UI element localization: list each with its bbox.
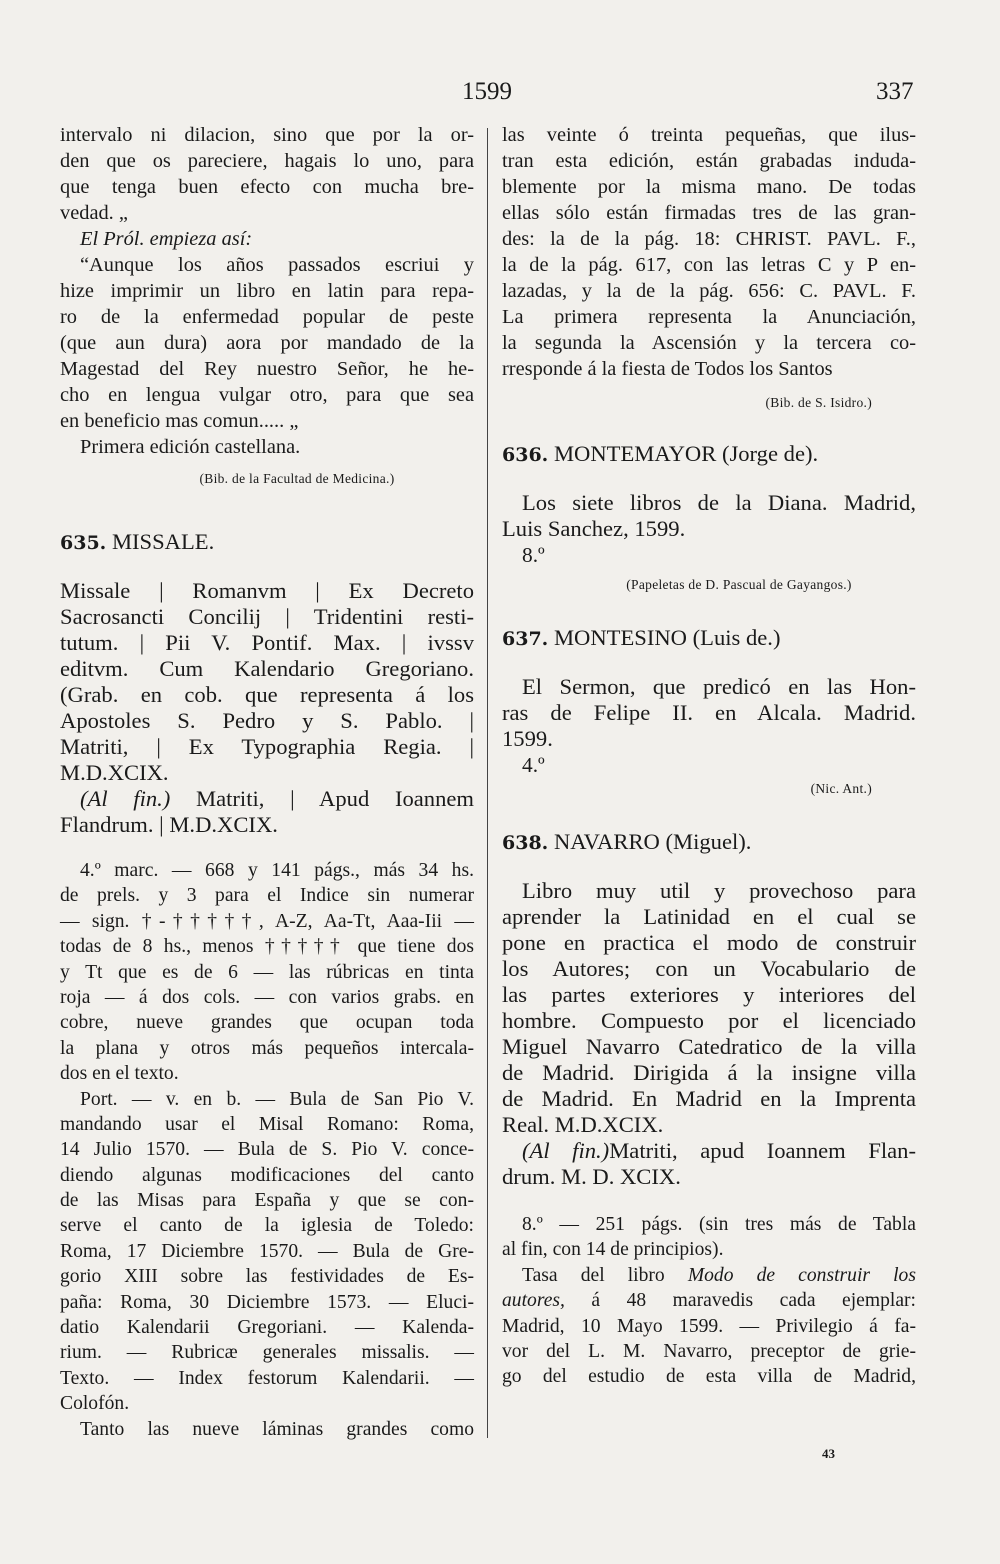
left-column: [60, 122, 474, 1442]
portada-line: gorio XIII sobre las festividades de Es-: [60, 1266, 474, 1288]
text-line: las veinte ó treinta pequeñas, que ilus-: [502, 124, 916, 146]
entry-heading-638: 638. NAVARRO (Miguel).: [502, 829, 752, 854]
portada-line: Port. — v. en b. — Bula de San Pio V.: [80, 1088, 474, 1110]
text-line: rresponde á la fiesta de Todos los Santos: [502, 358, 833, 380]
description-line: 4.º marc. — 668 y 141 págs., más 34 hs.: [80, 860, 474, 881]
title-line: de Madrid. En Madrid en la Imprenta: [502, 1086, 916, 1111]
header-year: 1599: [462, 78, 512, 105]
title-line: editvm. Cum Kalendario Gregoriano.: [60, 656, 474, 681]
text-line: hize imprimir un libro en latin para repa-: [60, 280, 474, 302]
title-line: aprender la Latinidad en el cual se: [502, 904, 916, 929]
portada-line: serve el canto de la iglesia de Toledo:: [60, 1215, 474, 1237]
portada-line: rium. — Rubricæ generales missalis. —: [60, 1342, 474, 1364]
column-divider: [487, 128, 488, 1438]
colophon-line: Flandrum. | M.D.XCIX.: [60, 812, 278, 837]
portada-line: Texto. — Index festorum Kalendarii. —: [60, 1367, 474, 1389]
printer-signature: 43: [822, 1446, 835, 1461]
title-line: Missale | Romanvm | Ex Decreto: [60, 578, 474, 603]
format-line: 8.º: [522, 543, 545, 567]
text-line: des: la de la pág. 18: CHRIST. PAVL. F.,: [502, 228, 916, 250]
colophon-line: drum. M. D. XCIX.: [502, 1164, 681, 1189]
entry-heading-637: 637. MONTESINO (Luis de.): [502, 625, 781, 650]
description-line: al fin, con 14 de principios).: [502, 1239, 724, 1261]
tasa-line: go del estudio de esta villa de Madrid,: [502, 1366, 916, 1388]
title-line: Los siete libros de la Diana. Madrid,: [522, 490, 916, 515]
title-line: Real. M.D.XCIX.: [502, 1112, 664, 1137]
portada-line: Roma, 17 Diciembre 1570. — Bula de Gre-: [60, 1240, 474, 1262]
portada-line: mandando usar el Misal Romano: Roma,: [60, 1113, 474, 1135]
source-citation: (Papeletas de D. Pascual de Gayangos.): [626, 577, 852, 592]
text-line: tran esta edición, están grabadas induda-: [502, 150, 916, 172]
source-citation: (Bib. de la Facultad de Medicina.): [199, 471, 395, 486]
source-citation: (Nic. Ant.): [810, 781, 872, 796]
title-line: ras de Felipe II. en Alcala. Madrid.: [502, 700, 916, 725]
description-line: la plana y otros más pequeños intercala-: [60, 1037, 474, 1059]
title-line: las partes exteriores y interiores del: [502, 982, 916, 1007]
title-line: hombre. Compuesto por el licenciado: [502, 1008, 916, 1033]
running-header: [0, 78, 1000, 108]
title-line: pone en practica el modo de construir: [502, 930, 916, 955]
text-line: blemente por la misma mano. De todas: [502, 176, 916, 198]
text-line: la de la pág. 617, con las letras C y P en-: [502, 254, 916, 276]
portada-line: Colofón.: [60, 1393, 130, 1415]
text-line: den que os pareciere, hagais lo uno, para: [60, 150, 474, 172]
prologue-lead: El Pról. empieza así:: [80, 228, 253, 250]
text-line: ro de la enfermedad popular de peste: [60, 306, 474, 328]
description-line: dos en el texto.: [60, 1063, 179, 1085]
text-line: la segunda la Ascensión y la tercera co-: [502, 332, 916, 354]
text-line: en beneficio mas comun..... „: [60, 410, 299, 432]
description-line: de prels. y 3 para el Indice sin numerar: [60, 885, 474, 907]
colophon-line: (Al fin.)Matriti, apud Ioannem Flan-: [522, 1138, 917, 1163]
page-number: 337: [876, 78, 914, 105]
entry-heading-636: 636. MONTEMAYOR (Jorge de).: [502, 441, 819, 466]
title-line: (Grab. en cob. que representa á los: [60, 682, 474, 707]
title-line: los Autores; con un Vocabulario de: [502, 956, 916, 981]
title-line: Apostoles S. Pedro y S. Pablo. |: [60, 708, 474, 733]
right-column: [502, 122, 916, 1390]
text-line: que tenga buen efecto con mucha bre-: [60, 176, 474, 198]
portada-line: 14 Julio 1570. — Bula de S. Pio V. conce-: [60, 1139, 474, 1161]
tasa-line: autores, á 48 maravedis cada ejemplar:: [502, 1290, 916, 1312]
portada-line: diendo algunas modificaciones del canto: [60, 1164, 474, 1186]
colophon-line: (Al fin.) Matriti, | Apud Ioannem: [80, 786, 474, 811]
title-line: de Madrid. Dirigida á la insigne villa: [502, 1060, 916, 1085]
title-line: Miguel Navarro Catedratico de la villa: [502, 1034, 916, 1059]
title-line: tutum. | Pii V. Pontif. Max. | ivssv: [60, 630, 474, 655]
text-line: La primera representa la Anunciación,: [502, 306, 916, 328]
format-line: 4.º: [522, 753, 545, 777]
title-line: Sacrosancti Concilij | Tridentini resti-: [60, 604, 474, 629]
text-line: intervalo ni dilacion, sino que por la or-: [60, 124, 474, 146]
text-line: “Aunque los años passados escriui y: [80, 254, 474, 276]
title-line: Matriti, | Ex Typographia Regia. |: [60, 734, 474, 759]
portada-line: datio Kalendarii Gregoriani. — Kalenda-: [60, 1317, 474, 1339]
description-line: — sign. †-†††††, A-Z, Aa-Tt, Aaa-Iii —: [60, 910, 474, 932]
text-line: lazadas, y la de la pág. 656: C. PAVL. F.: [502, 280, 916, 302]
description-line: roja — á dos cols. — con varios grabs. en: [60, 986, 474, 1008]
edition-note: Primera edición castellana.: [80, 436, 301, 458]
tasa-line: Tasa del libro Modo de construir los: [522, 1264, 916, 1286]
text-line: ellas sólo están firmadas tres de las gran-: [502, 202, 916, 224]
description-line: 8.º — 251 págs. (sin tres más de Tabla: [522, 1214, 916, 1235]
source-citation: (Bib. de S. Isidro.): [765, 395, 872, 410]
description-line: y Tt que es de 6 — las rúbricas en tinta: [60, 961, 474, 983]
text-line: Tanto las nueve láminas grandes como: [80, 1418, 474, 1440]
text-line: vedad. „: [60, 202, 128, 224]
text-line: Magestad del Rey nuestro Señor, he he-: [60, 358, 474, 380]
portada-line: de las Misas para España y que se con-: [60, 1190, 474, 1212]
description-line: todas de 8 hs., menos ††††† que tiene dos: [60, 936, 474, 958]
description-line: cobre, nueve grandes que ocupan toda: [60, 1012, 474, 1034]
title-line: 1599.: [502, 726, 553, 751]
tasa-line: Madrid, 10 Mayo 1599. — Privilegio á fa-: [502, 1315, 916, 1337]
tasa-line: vor del L. M. Navarro, preceptor de grie-: [502, 1340, 916, 1362]
entry-heading-635: 635. MISSALE.: [60, 529, 215, 554]
title-line: Luis Sanchez, 1599.: [502, 516, 686, 541]
title-line: Libro muy util y provechoso para: [522, 878, 916, 903]
title-line: M.D.XCIX.: [60, 760, 169, 785]
text-line: (que aun dura) aora por mandado de la: [60, 332, 474, 354]
title-line: El Sermon, que predicó en las Hon-: [522, 674, 916, 699]
text-line: cho en lengua vulgar otro, para que sea: [60, 384, 474, 406]
portada-line: paña: Roma, 30 Diciembre 1573. — Eluci-: [60, 1291, 474, 1313]
